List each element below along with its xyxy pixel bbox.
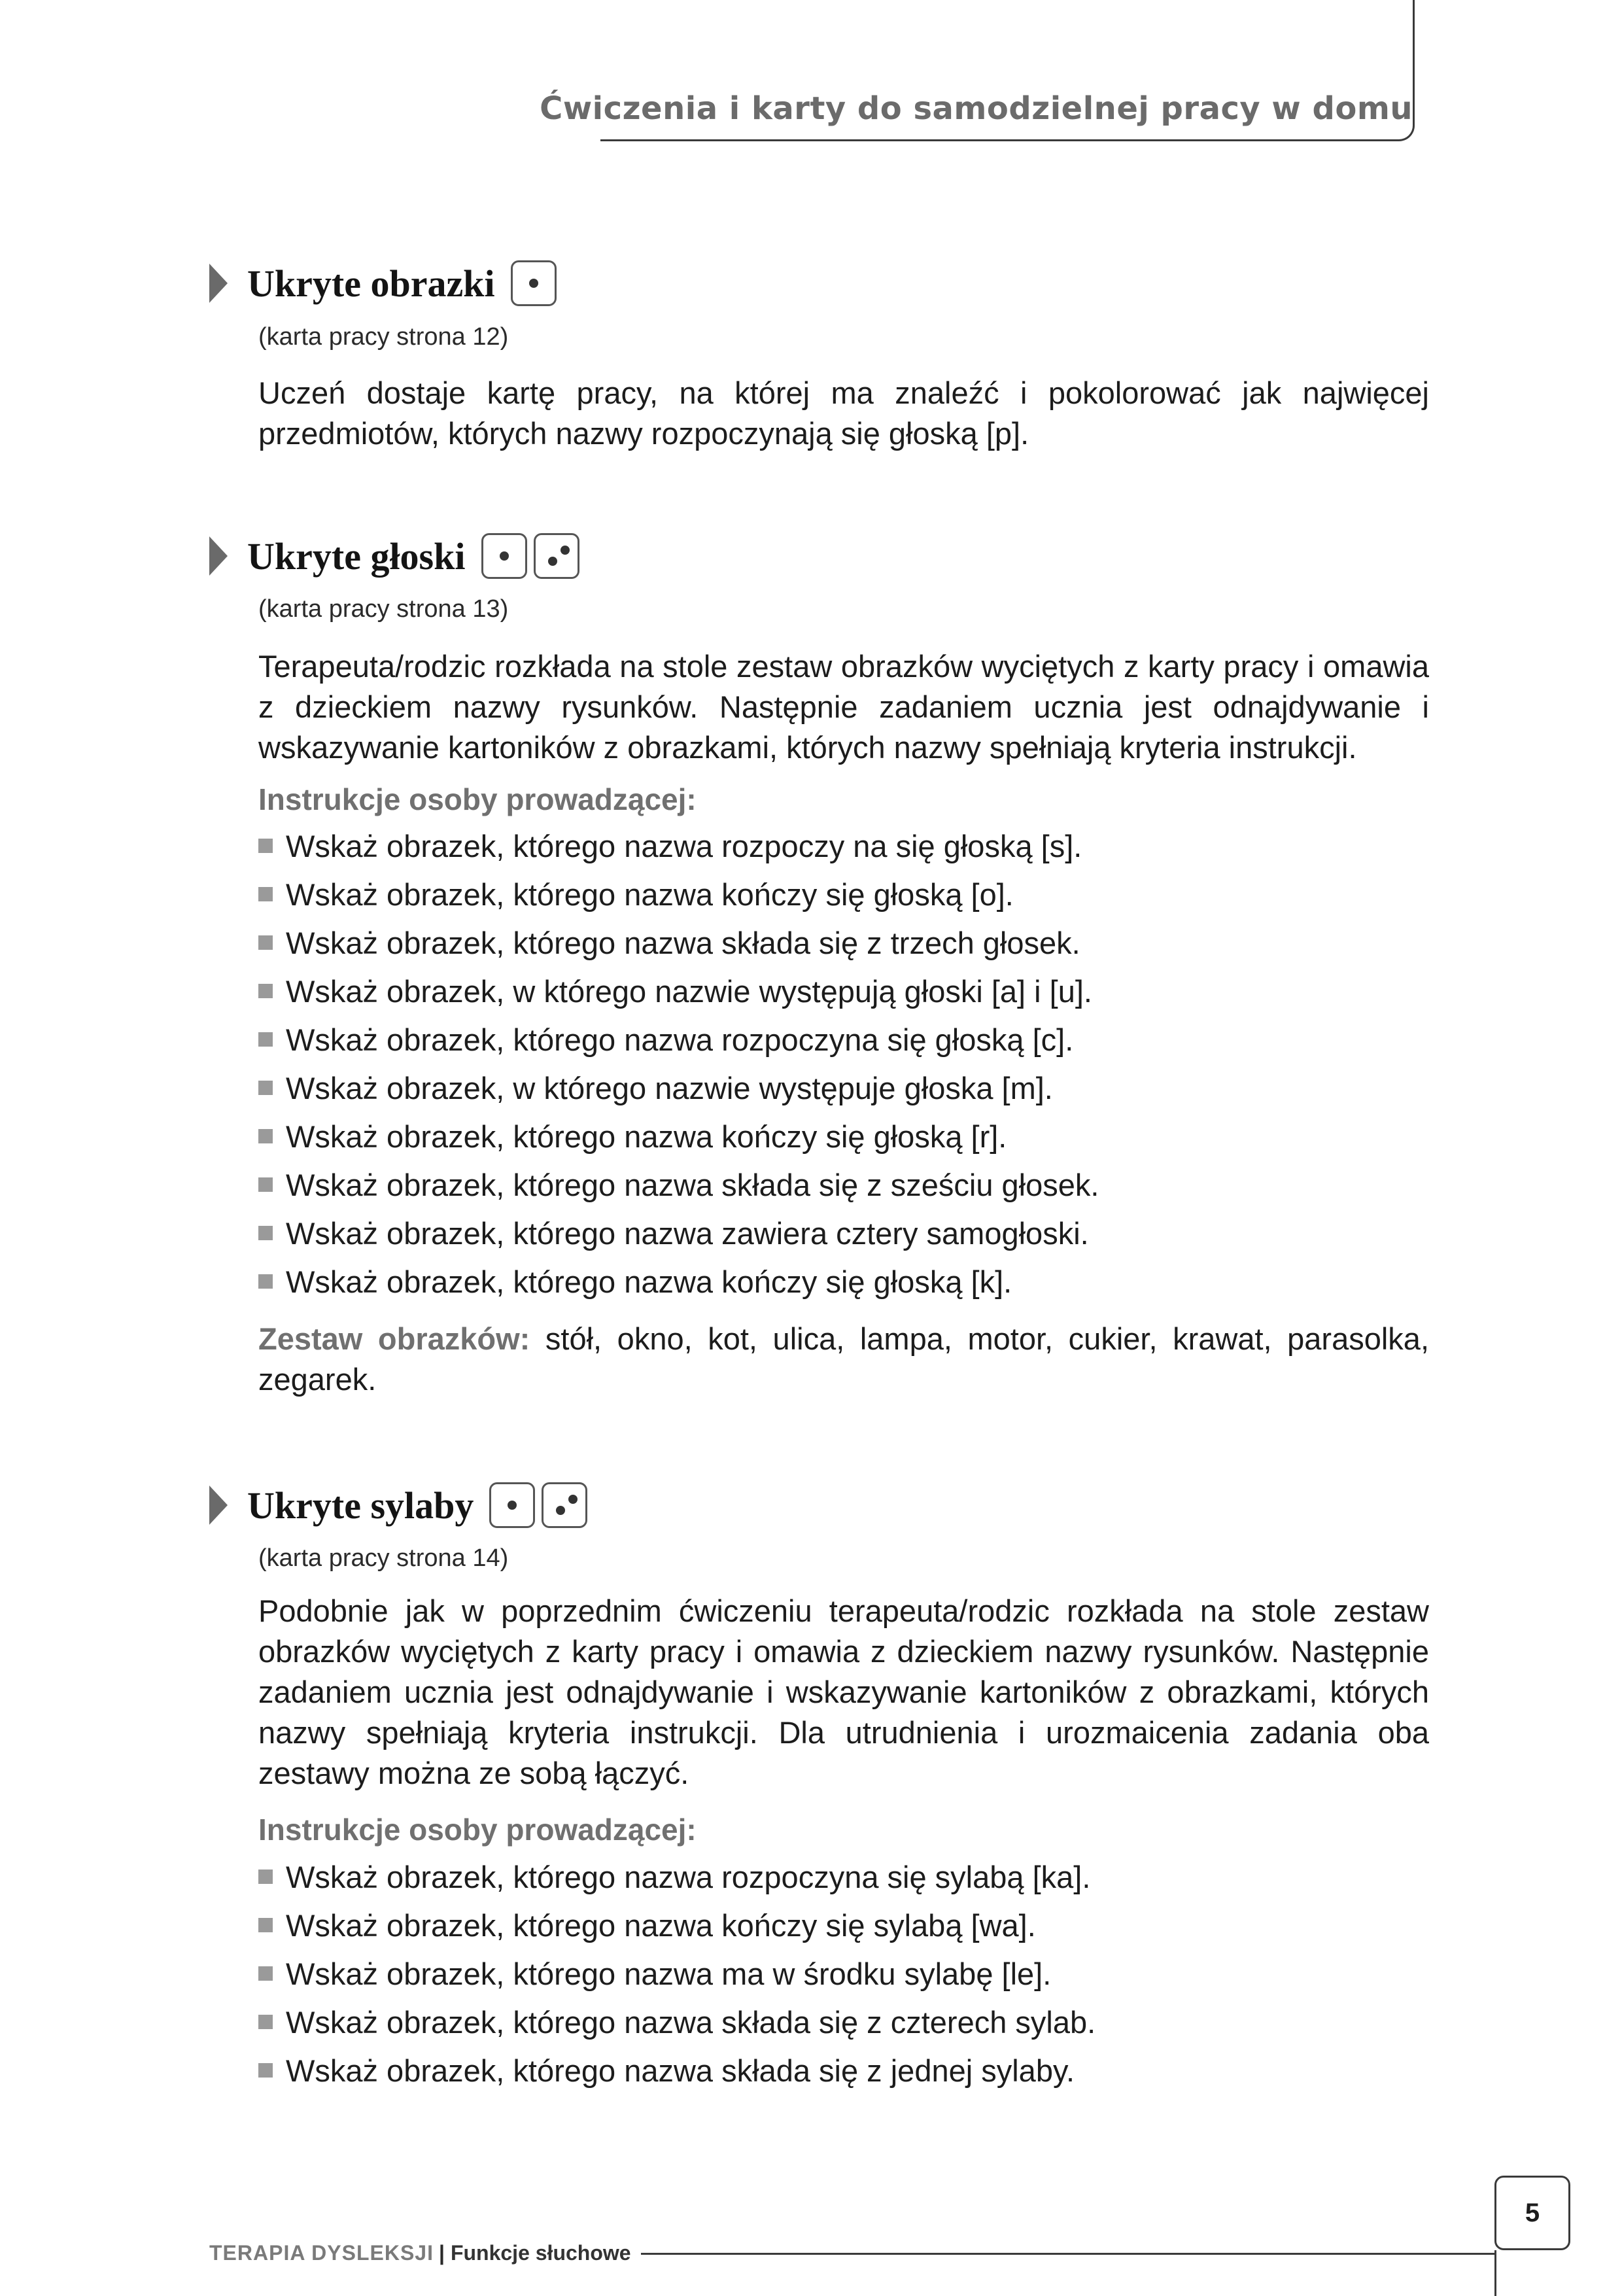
difficulty-two-dots-icon [542,1482,587,1528]
list-item [258,1901,1096,1949]
square-bullet-icon [258,887,273,901]
footer-separator: | [438,2241,445,2265]
footer-subtitle: Funkcje słuchowe [450,2241,631,2265]
square-bullet-icon [258,1966,273,1981]
square-bullet-icon [258,1274,273,1289]
footer-brand [209,2241,631,2265]
section-ukryte-sylaby [209,1482,587,1528]
list-item-text: Wskaż obrazek, którego nazwa kończy się głoską [r]. [286,1119,1007,1154]
list-item [258,1160,1099,1209]
square-bullet-icon [258,1177,273,1192]
list-item-text: Wskaż obrazek, którego nazwa kończy się sylabą [wa]. [286,1907,1036,1943]
square-bullet-icon [258,2015,273,2029]
square-bullet-icon [258,1081,273,1095]
list-item-text: Wskaż obrazek, którego nazwa rozpoczy na się głoską [s]. [286,828,1082,863]
list-item-text: Wskaż obrazek, w którego nazwie występuje głoska [m]. [286,1070,1053,1105]
arrow-right-icon [209,264,228,303]
section-subtitle: (karta pracy strona 14) [258,1544,509,1572]
list-item-text: Wskaż obrazek, którego nazwa kończy się głoską [k]. [286,1264,1012,1299]
square-bullet-icon [258,935,273,950]
list-item-text: Wskaż obrazek, którego nazwa składa się z czterech sylab. [286,2004,1096,2040]
instructions-list [258,1852,1096,2095]
section-title: Ukryte obrazki [247,262,495,305]
difficulty-one-dot-icon [481,533,527,579]
square-bullet-icon [258,1032,273,1047]
section-ukryte-obrazki [209,260,557,306]
list-item [258,1209,1099,1257]
list-item [258,1852,1096,1901]
picture-set-paragraph [258,1319,1429,1400]
square-bullet-icon [258,2063,273,2078]
list-item-text: Wskaż obrazek, którego nazwa składa się z jednej sylaby. [286,2053,1075,2088]
section-title: Ukryte sylaby [247,1484,474,1527]
list-item [258,918,1099,967]
list-item [258,967,1099,1015]
difficulty-one-dot-icon [489,1482,535,1528]
square-bullet-icon [258,1129,273,1143]
section-subtitle: (karta pracy strona 13) [258,595,509,623]
section-paragraph: Terapeuta/rodzic rozkłada na stole zestaw obrazków wyciętych z karty pracy i omawia z dzieckiem nazwy rysunków. Następnie zadaniem ucznia jest odnajdywanie i wskazywanie kartoników z obrazkami, których nazwy spełniają kryteria instrukcji. [258,649,1429,765]
list-item [258,1112,1099,1160]
section-paragraph: Uczeń dostaje kartę pracy, na której ma znaleźć i pokolorować jak najwięcej przedmiotów, których nazwy rozpoczynają się głoską [p]. [258,375,1429,451]
arrow-right-icon [209,536,228,576]
page-header-title: Ćwiczenia i karty do samodzielnej pracy w domu [540,90,1413,127]
page-number: 5 [1494,2176,1570,2250]
footer-brand-title: TERAPIA DYSLEKSJI [209,2241,434,2265]
page-number-stem [1494,2250,1496,2296]
instructions-list [258,822,1099,1306]
square-bullet-icon [258,1918,273,1932]
square-bullet-icon [258,1870,273,1884]
footer-rule [641,2253,1494,2255]
list-item-text: Wskaż obrazek, którego nazwa kończy się głoską [o]. [286,877,1014,912]
section-ukryte-gloski [209,533,579,579]
list-item [258,1949,1096,1998]
instructions-label: Instrukcje osoby prowadzącej: [258,782,697,816]
list-item [258,822,1099,870]
list-item [258,2046,1096,2095]
list-item-text: Wskaż obrazek, którego nazwa składa się z trzech głosek. [286,925,1080,960]
list-item-text: Wskaż obrazek, w którego nazwie występują głoski [a] i [u]. [286,973,1092,1009]
square-bullet-icon [258,984,273,998]
difficulty-two-dots-icon [534,533,579,579]
list-item-text: Wskaż obrazek, którego nazwa zawiera cztery samogłoski. [286,1215,1089,1251]
section-title: Ukryte głoski [247,534,466,578]
list-item [258,870,1099,918]
instructions-label: Instrukcje osoby prowadzącej: [258,1813,697,1847]
section-paragraph: Podobnie jak w poprzednim ćwiczeniu terapeuta/rodzic rozkłada na stole zestaw obrazków wyciętych z karty pracy i omawia z dzieckiem nazwy rysunków. Następnie zadaniem ucznia jest odnajdywanie i wskazywanie kartoników z obrazkami, których nazwy spełniają kryteria instrukcji. Dla utrudnienia i urozmaicenia zadania oba zestawy można ze sobą łączyć. [258,1593,1429,1790]
picture-set-label: Zestaw obrazków: [258,1321,530,1356]
square-bullet-icon [258,839,273,853]
list-item [258,1257,1099,1306]
list-item-text: Wskaż obrazek, którego nazwa rozpoczyna się głoską [c]. [286,1022,1074,1057]
section-subtitle: (karta pracy strona 12) [258,323,509,351]
list-item [258,1998,1096,2046]
list-item [258,1064,1099,1112]
picture-set-text: stół, okno, kot, ulica, lampa, motor, cukier, krawat, parasolka, zegarek. [258,1321,1429,1397]
difficulty-one-dot-icon [511,260,557,306]
arrow-right-icon [209,1486,228,1525]
list-item-text: Wskaż obrazek, którego nazwa ma w środku sylabę [le]. [286,1956,1052,1991]
list-item [258,1015,1099,1064]
list-item-text: Wskaż obrazek, którego nazwa rozpoczyna się sylabą [ka]. [286,1859,1091,1894]
list-item-text: Wskaż obrazek, którego nazwa składa się z sześciu głosek. [286,1167,1099,1202]
square-bullet-icon [258,1226,273,1240]
